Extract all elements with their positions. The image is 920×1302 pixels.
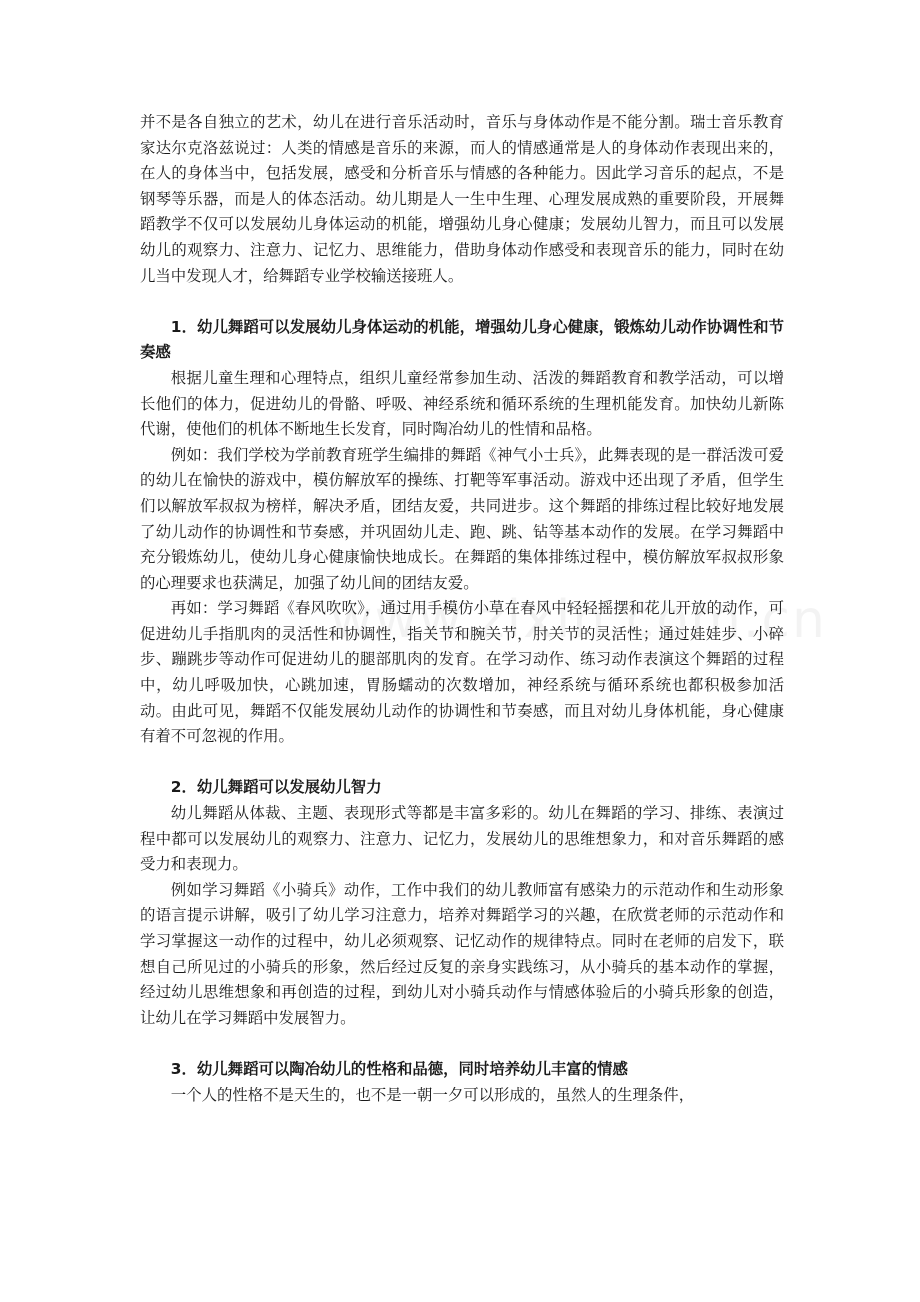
- section-paragraph: 例如学习舞蹈《小骑兵》动作，工作中我们的幼儿教师富有感染力的示范动作和生动形象的语言提示讲解，吸引了幼儿学习注意力，培养对舞蹈学习的兴趣，在欣赏老师的示范动作和学习掌握这一动作的过程中，幼儿必须观察、记忆动作的规律特点。同时在老师的启发下，联想自己所见过的小骑兵的形象，然后经过反复的亲身实践练习，从小骑兵的基本动作的掌握，经过幼儿思维想象和再创造的过程，到幼儿对小骑兵动作与情感体验后的小骑兵形象的创造，让幼儿在学习舞蹈中发展智力。: [140, 880, 784, 1027]
- section-3: [140, 1057, 784, 1108]
- section-paragraph: 例如：我们学校为学前教育班学生编排的舞蹈《神气小士兵》，此舞表现的是一群活泼可爱的幼儿在愉快的游戏中，模仿解放军的操练、打靶等军事活动。游戏中还出现了矛盾，但学生们以解放军叔叔为榜样，解决矛盾，团结友爱，共同进步。这个舞蹈的排练过程比较好地发展了幼儿动作的协调性和节奏感，并巩固幼儿走、跑、跳、钻等基本动作的发展。在学习舞蹈中充分锻炼幼儿，使幼儿身心健康愉快地成长。在舞蹈的集体排练过程中，模仿解放军叔叔形象的心理要求也获满足，加强了幼儿间的团结友爱。: [140, 445, 784, 592]
- section-paragraph: 再如：学习舞蹈《春风吹吹》，通过用手模仿小草在春风中轻轻摇摆和花儿开放的动作，可促进幼儿手指肌肉的灵活性和协调性，指关节和腕关节，肘关节的灵活性；通过娃娃步、小碎步、蹦跳步等动作可促进幼儿的腿部肌肉的发育。在学习动作、练习动作表演这个舞蹈的过程中，幼儿呼吸加快，心跳加速，胃肠蠕动的次数增加，神经系统与循环系统也都积极参加活动。由此可见，舞蹈不仅能发展幼儿动作的协调性和节奏感，而且对幼儿身体机能，身心健康有着不可忽视的作用。: [140, 599, 784, 746]
- section-paragraph: 一个人的性格不是天生的，也不是一朝一夕可以形成的，虽然人的生理条件，: [170, 1085, 695, 1104]
- section-2: [140, 775, 784, 1031]
- section-1: [140, 315, 784, 750]
- section-heading: 1．幼儿舞蹈可以发展幼儿身体运动的机能，增强幼儿身心健康，锻炼幼儿动作协调性和节奏感: [140, 317, 784, 362]
- section-paragraph: 根据儿童生理和心理特点，组织儿童经常参加生动、活泼的舞蹈教育和教学活动，可以增长他们的体力，促进幼儿的骨骼、呼吸、神经系统和循环系统的生理机能发育。加快幼儿新陈代谢，使他们的机体不断地生长发育，同时陶冶幼儿的性情和品格。: [140, 368, 784, 439]
- section-paragraph: 幼儿舞蹈从体裁、主题、表现形式等都是丰富多彩的。幼儿在舞蹈的学习、排练、表演过程中都可以发展幼儿的观察力、注意力、记忆力，发展幼儿的思维想象力，和对音乐舞蹈的感受力和表现力。: [140, 804, 784, 874]
- section-heading: 2．幼儿舞蹈可以发展幼儿智力: [170, 778, 382, 797]
- intro-paragraph: 并不是各自独立的艺术，幼儿在进行音乐活动时，音乐与身体动作是不能分割。瑞士音乐教育家达尔克洛兹说过：人类的情感是音乐的来源，而人的情感通常是人的身体动作表现出来的，在人的身体当中，包括发展，感受和分析音乐与情感的各种能力。因此学习音乐的起点，不是钢琴等乐器，而是人的体态活动。幼儿期是人一生中生理、心理发展成熟的重要阶段，开展舞蹈教学不仅可以发展幼儿身体运动的机能，增强幼儿身心健康；发展幼儿智力，而且可以发展幼儿的观察力、注意力、记忆力、思维能力，借助身体动作感受和表现音乐的能力，同时在幼儿当中发现人才，给舞蹈专业学校输送接班人。: [140, 113, 784, 285]
- section-heading: 3．幼儿舞蹈可以陶冶幼儿的性格和品德，同时培养幼儿丰富的情感: [170, 1059, 628, 1078]
- document-body: [140, 110, 784, 1108]
